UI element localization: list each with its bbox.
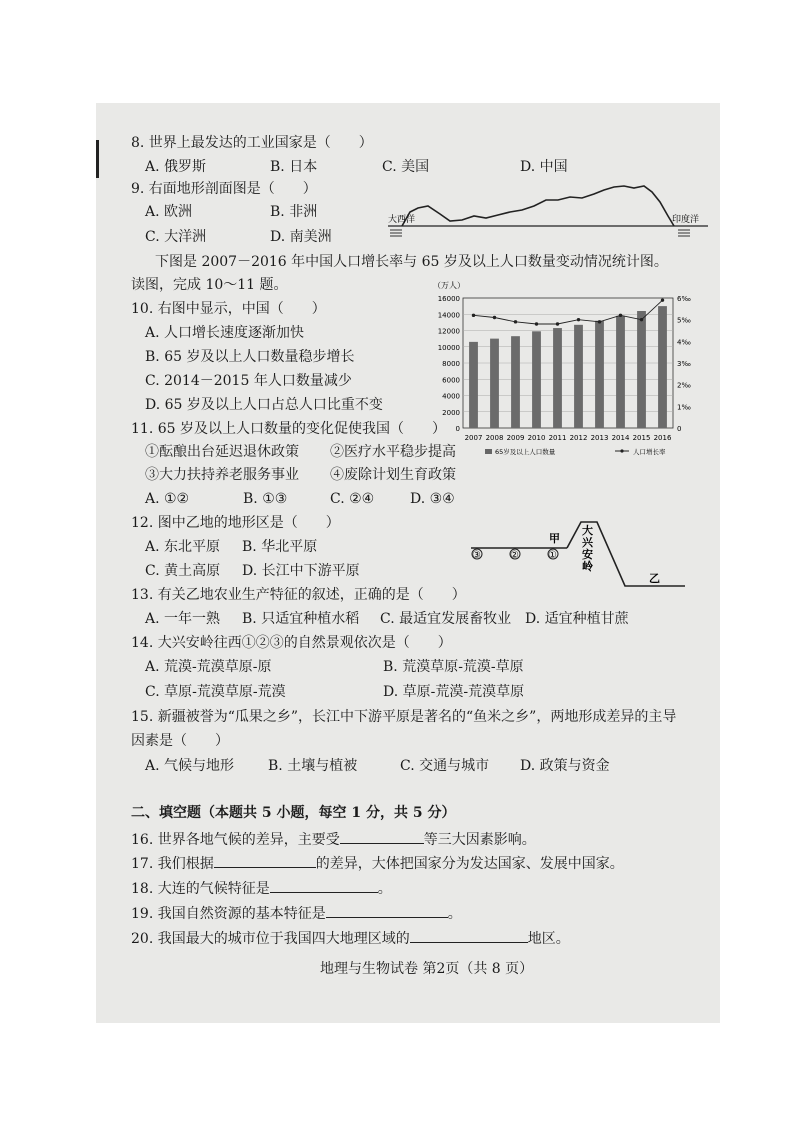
q17-text-b: 的差异，大体把国家分为发达国家、发展中国家。 [315, 856, 624, 872]
q11-stem: 11. 65 岁及以上人口数量的变化促使我国（ ） [131, 421, 446, 437]
legend-bar-label: 65岁及以上人口数量 [495, 448, 556, 456]
q9-option-d[interactable]: D. 南美洲 [270, 229, 332, 245]
q8-stem: 8. 世界上最发达的工业国家是（ ） [131, 135, 373, 151]
q15-option-d[interactable]: D. 政策与资金 [520, 758, 610, 774]
legend-bar-swatch [485, 449, 492, 454]
q12-option-a[interactable]: A. 东北平原 [145, 539, 221, 555]
chart-x-tick-label: 2007 [464, 434, 483, 442]
q13-option-c[interactable]: C. 最适宜发展畜牧业 [380, 611, 512, 627]
q11-option-b[interactable]: B. ①③ [243, 491, 288, 507]
chart-bar [553, 328, 562, 428]
q15-stem-cont: 因素是（ ） [131, 733, 229, 749]
q13-option-d[interactable]: D. 适宜种植甘蔗 [525, 611, 629, 627]
q11-option-c[interactable]: C. ②④ [330, 491, 375, 507]
chart-growth-point [472, 314, 475, 317]
q10-option-b[interactable]: B. 65 岁及以上人口数量稳步增长 [145, 349, 355, 365]
q19-text-b: 。 [447, 906, 462, 922]
q14-option-d[interactable]: D. 草原-荒漠-荒漠草原 [383, 684, 525, 700]
chart-bar [511, 336, 520, 428]
q13-stem: 13. 有关乙地农业生产特征的叙述，正确的是（ ） [131, 587, 466, 603]
q12-stem: 12. 图中乙地的地形区是（ ） [131, 515, 340, 531]
q17-blank[interactable] [214, 853, 316, 868]
chart-y2-tick-label: 0 [677, 425, 682, 433]
q10-option-c[interactable]: C. 2014－2015 年人口数量减少 [145, 373, 352, 389]
edge-mark [96, 140, 99, 178]
q12-option-b[interactable]: B. 华北平原 [242, 539, 318, 555]
q9-option-b[interactable]: B. 非洲 [270, 204, 318, 220]
q15-stem: 15. 新疆被誉为“瓜果之乡”，长江中下游平原是著名的“鱼米之乡”，两地形成差异的主导 [131, 709, 677, 725]
terrain-cross-section [465, 520, 687, 592]
point-3-label: ③ [472, 550, 481, 561]
chart-x-tick-label: 2016 [653, 434, 672, 442]
q18-line [131, 878, 392, 898]
chart-x-tick-label: 2009 [506, 434, 525, 442]
chart-y2-tick-label: 3‰ [677, 360, 691, 368]
q8-option-a[interactable]: A. 俄罗斯 [145, 159, 207, 175]
q18-blank[interactable] [270, 878, 378, 893]
chart-growth-point [640, 318, 643, 321]
q11-option-d[interactable]: D. ③④ [410, 491, 455, 507]
chart-y2-tick-label: 1‰ [677, 403, 691, 412]
chart-growth-point [598, 320, 601, 323]
chart-y2-tick-label: 6‰ [677, 295, 691, 303]
q14-option-a[interactable]: A. 荒漠-荒漠草原-原 [145, 659, 272, 675]
q8-option-d[interactable]: D. 中国 [520, 159, 568, 175]
q8-option-c[interactable]: C. 美国 [382, 159, 430, 175]
q15-option-c[interactable]: C. 交通与城市 [400, 758, 490, 774]
section2-title: 二、填空题（本题共 5 小题，每空 1 分，共 5 分） [131, 805, 456, 821]
mountain-label: 大兴安岭 [582, 524, 593, 573]
legend-line-label: 人口增长率 [633, 448, 666, 456]
chart-bar [574, 325, 583, 428]
chart-y-tick-label: 6000 [442, 376, 460, 385]
point-2-label: ② [510, 550, 519, 561]
q16-line [131, 829, 536, 849]
chart-y-tick-label: 12000 [437, 327, 460, 336]
chart-growth-point [556, 322, 559, 325]
profile-right-label: 印度洋 [672, 215, 700, 225]
q12-option-d[interactable]: D. 长江中下游平原 [242, 563, 360, 579]
q14-option-b[interactable]: B. 荒漠草原-荒漠-草原 [383, 659, 524, 675]
q14-option-c[interactable]: C. 草原-荒漠草原-荒漠 [145, 684, 286, 700]
chart-y-axis-label: （万人） [433, 281, 465, 290]
chart-y-tick-label: 14000 [437, 311, 460, 320]
q20-text-b: 地区。 [527, 931, 570, 947]
chart-y2-tick-label: 5‰ [677, 316, 691, 325]
jia-label: 甲 [549, 532, 560, 545]
intro-line-1: 下图是 2007－2016 年中国人口增长率与 65 岁及以上人口数量变动情况统计图。 [155, 254, 668, 270]
q20-blank[interactable] [410, 928, 528, 943]
chart-y-tick-label: 8000 [442, 360, 460, 368]
legend-line-marker [620, 449, 623, 452]
q19-text-a: 19. 我国自然资源的基本特征是 [131, 906, 326, 922]
chart-bar [616, 316, 625, 428]
chart-y-tick-label: 10000 [437, 343, 460, 352]
q9-option-c[interactable]: C. 大洋洲 [145, 229, 207, 245]
q11-statement-4: ④废除计划生育政策 [330, 467, 456, 483]
intro-line-2: 读图，完成 10～11 题。 [131, 277, 288, 293]
q16-text-a: 16. 世界各地气候的差异，主要受 [131, 832, 340, 848]
q17-text-a: 17. 我们根据 [131, 856, 214, 872]
yi-label: 乙 [649, 572, 660, 585]
q17-line [131, 853, 624, 873]
chart-growth-line [474, 300, 663, 324]
page-footer: 地理与生物试卷 第2页（共 8 页） [320, 961, 534, 977]
q11-option-a[interactable]: A. ①② [145, 491, 190, 507]
profile-left-label: 大西洋 [388, 215, 416, 225]
chart-growth-point [514, 320, 517, 323]
chart-growth-point [619, 314, 622, 317]
chart-x-tick-label: 2008 [485, 434, 504, 442]
terrain-profile-diagram [388, 178, 713, 242]
chart-bar [469, 342, 478, 428]
q11-statement-3: ③大力扶持养老服务事业 [145, 467, 299, 483]
q18-text-a: 18. 大连的气候特征是 [131, 881, 270, 897]
chart-y2-tick-label: 4‰ [677, 338, 691, 347]
chart-x-tick-label: 2014 [611, 434, 630, 442]
q8-option-b[interactable]: B. 日本 [270, 159, 318, 175]
chart-y-tick-label: 16000 [437, 295, 460, 303]
q15-option-a[interactable]: A. 气候与地形 [145, 758, 235, 774]
q13-option-b[interactable]: B. 只适宜种植水稻 [242, 611, 360, 627]
chart-x-tick-label: 2012 [569, 434, 588, 442]
chart-bar [532, 331, 541, 428]
q20-line [131, 928, 570, 948]
q9-option-a[interactable]: A. 欧洲 [145, 204, 193, 220]
q11-statement-1: ①酝酿出台延迟退休政策 [145, 444, 299, 460]
q14-stem: 14. 大兴安岭往西①②③的自然景观依次是（ ） [131, 635, 452, 651]
chart-y-tick-label: 2000 [442, 408, 460, 417]
q19-blank[interactable] [326, 903, 448, 918]
q20-text-a: 20. 我国最大的城市位于我国四大地理区域的 [131, 931, 410, 947]
q18-text-b: 。 [377, 881, 392, 897]
chart-x-tick-label: 2013 [590, 434, 609, 442]
chart-growth-point [535, 322, 538, 325]
q13-option-a[interactable]: A. 一年一熟 [145, 611, 221, 627]
q9-stem: 9. 右面地形剖面图是（ ） [131, 181, 317, 197]
population-chart [425, 278, 715, 463]
chart-bar [490, 339, 499, 428]
q19-line [131, 903, 462, 923]
chart-x-tick-label: 2010 [527, 434, 546, 442]
q12-option-c[interactable]: C. 黄土高原 [145, 563, 221, 579]
point-1-label: ① [548, 550, 557, 561]
q16-text-b: 等三大因素影响。 [423, 832, 536, 848]
q10-stem: 10. 右图中显示，中国（ ） [131, 301, 326, 317]
chart-y-tick-label: 0 [455, 425, 460, 433]
chart-growth-point [493, 316, 496, 319]
chart-x-tick-label: 2011 [548, 434, 567, 442]
chart-x-tick-label: 2015 [632, 434, 651, 442]
q11-statement-2: ②医疗水平稳步提高 [330, 444, 456, 460]
chart-growth-point [661, 298, 664, 301]
chart-y-tick-label: 4000 [442, 392, 460, 401]
q15-option-b[interactable]: B. 土壤与植被 [268, 758, 358, 774]
q16-blank[interactable] [340, 829, 424, 844]
chart-bar [658, 306, 667, 428]
chart-y2-tick-label: 2‰ [677, 381, 691, 390]
q10-option-d[interactable]: D. 65 岁及以上人口占总人口比重不变 [145, 397, 383, 413]
q10-option-a[interactable]: A. 人口增长速度逐渐加快 [145, 325, 305, 341]
chart-bar [595, 321, 604, 428]
chart-growth-point [577, 318, 580, 321]
chart-bar [637, 311, 646, 428]
